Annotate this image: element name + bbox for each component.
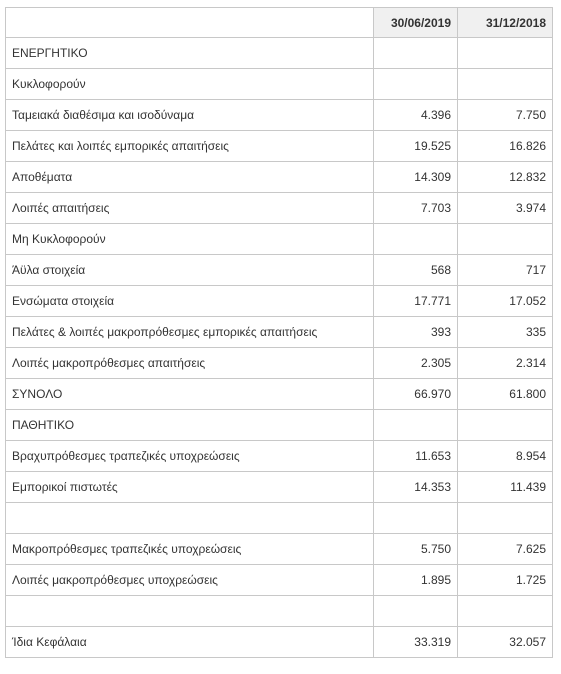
row-label: Μη Κυκλοφορούν [6,224,374,255]
value-2018 [458,596,553,627]
value-2018: 32.057 [458,627,553,658]
value-2019: 393 [374,317,458,348]
table-row [6,565,553,596]
table-row [6,286,553,317]
table-row [6,131,553,162]
value-2019: 14.353 [374,472,458,503]
row-label: Λοιπές μακροπρόθεσμες υποχρεώσεις [6,565,374,596]
balance-sheet-table [5,7,553,658]
value-2018: 717 [458,255,553,286]
value-2018: 11.439 [458,472,553,503]
value-2018: 17.052 [458,286,553,317]
table-row [6,534,553,565]
row-label: Λοιπές μακροπρόθεσμες απαιτήσεις [6,348,374,379]
value-2019: 19.525 [374,131,458,162]
row-label: Ενσώματα στοιχεία [6,286,374,317]
header-date-2018: 31/12/2018 [458,8,553,38]
value-2018: 7.625 [458,534,553,565]
value-2018 [458,69,553,100]
row-label [6,503,374,534]
value-2019: 33.319 [374,627,458,658]
value-2018: 3.974 [458,193,553,224]
header-row [6,8,553,38]
value-2018 [458,38,553,69]
value-2019: 66.970 [374,379,458,410]
row-label: Πελάτες και λοιπές εμπορικές απαιτήσεις [6,131,374,162]
table-row [6,100,553,131]
table-row [6,410,553,441]
table-row [6,193,553,224]
table-row [6,348,553,379]
value-2019: 2.305 [374,348,458,379]
row-label: Εμπορικοί πιστωτές [6,472,374,503]
table-row [6,379,553,410]
table-row [6,317,553,348]
value-2019 [374,224,458,255]
value-2018: 2.314 [458,348,553,379]
table-row [6,38,553,69]
row-label: ΣΥΝΟΛΟ [6,379,374,410]
value-2019: 1.895 [374,565,458,596]
value-2019 [374,410,458,441]
row-label: Μακροπρόθεσμες τραπεζικές υποχρεώσεις [6,534,374,565]
value-2018 [458,503,553,534]
value-2018: 12.832 [458,162,553,193]
table-row [6,503,553,534]
value-2018: 335 [458,317,553,348]
row-label: Αποθέματα [6,162,374,193]
row-label: Πελάτες & λοιπές μακροπρόθεσμες εμπορικές απαιτήσεις [6,317,374,348]
value-2019 [374,69,458,100]
value-2018: 8.954 [458,441,553,472]
row-label: ΕΝΕΡΓΗΤΙΚΟ [6,38,374,69]
value-2019: 568 [374,255,458,286]
table-row [6,596,553,627]
table-row [6,224,553,255]
table-row [6,69,553,100]
table-row [6,441,553,472]
table-row [6,472,553,503]
header-label-cell [6,8,374,38]
value-2018: 61.800 [458,379,553,410]
row-label [6,596,374,627]
table-row [6,627,553,658]
value-2018 [458,410,553,441]
table-body [6,38,553,658]
value-2019: 14.309 [374,162,458,193]
value-2018: 1.725 [458,565,553,596]
value-2018: 7.750 [458,100,553,131]
value-2019 [374,38,458,69]
value-2019: 4.396 [374,100,458,131]
header-date-2019: 30/06/2019 [374,8,458,38]
value-2018 [458,224,553,255]
value-2018: 16.826 [458,131,553,162]
table-row [6,162,553,193]
table-row [6,255,553,286]
value-2019: 7.703 [374,193,458,224]
row-label: Βραχυπρόθεσμες τραπεζικές υποχρεώσεις [6,441,374,472]
row-label: Άϋλα στοιχεία [6,255,374,286]
row-label: Ταμειακά διαθέσιμα και ισοδύναμα [6,100,374,131]
row-label: Λοιπές απαιτήσεις [6,193,374,224]
value-2019: 17.771 [374,286,458,317]
value-2019: 11.653 [374,441,458,472]
value-2019: 5.750 [374,534,458,565]
row-label: Ίδια Κεφάλαια [6,627,374,658]
row-label: Κυκλοφορούν [6,69,374,100]
value-2019 [374,503,458,534]
row-label: ΠΑΘΗΤΙΚΟ [6,410,374,441]
value-2019 [374,596,458,627]
